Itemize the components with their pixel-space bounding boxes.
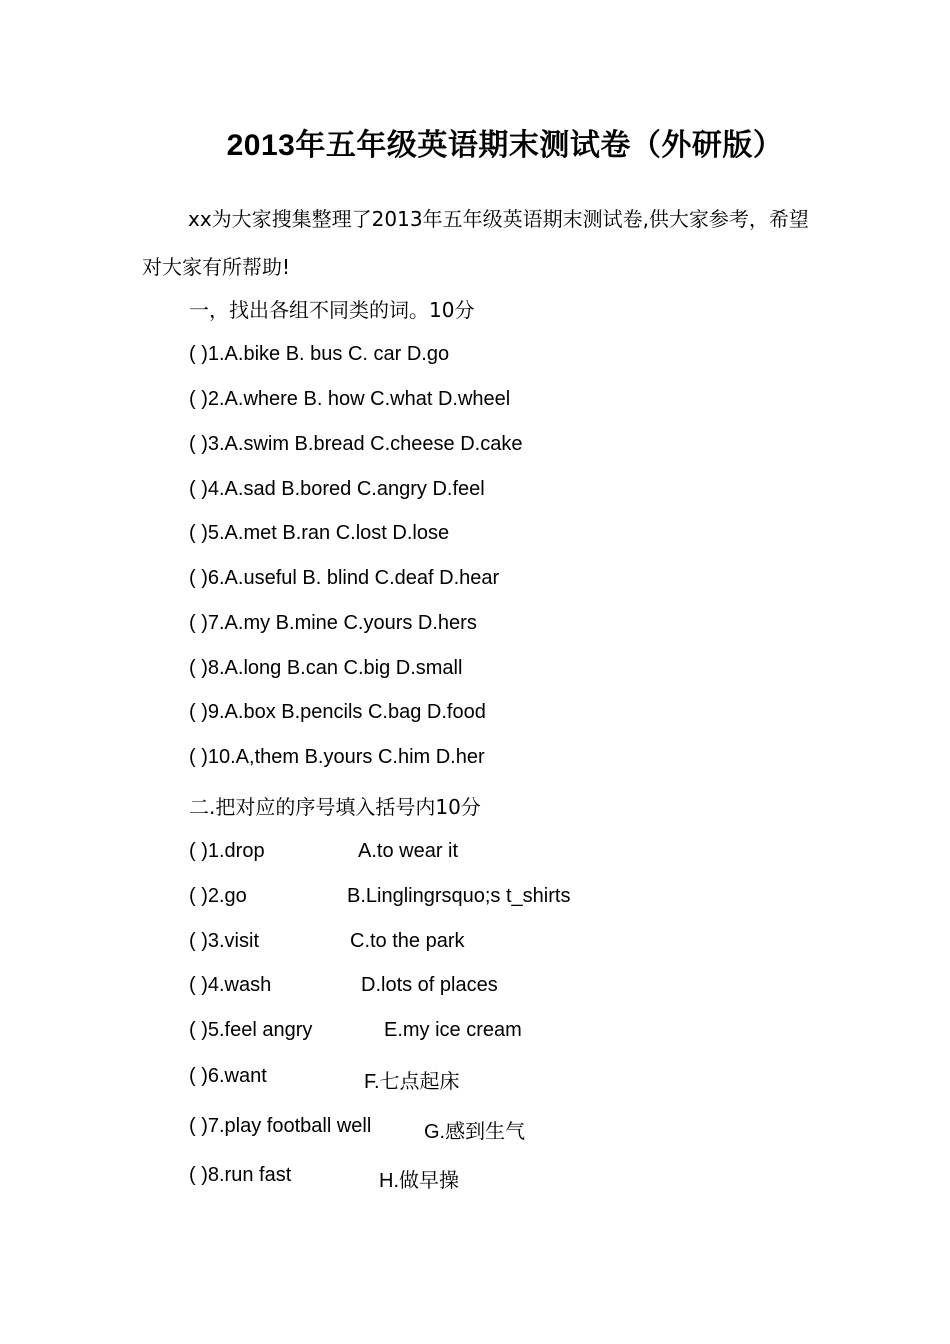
matching-left: ( )7.play football well xyxy=(189,1115,372,1137)
matching-right: G.感到生气 xyxy=(424,1121,526,1143)
question-item: ( )1.A.bike B. bus C. car D.go xyxy=(189,343,450,365)
matching-right: A.to wear it xyxy=(358,840,459,862)
question-item: ( )3.A.swim B.bread C.cheese D.cake xyxy=(189,433,523,455)
matching-right: C.to the park xyxy=(350,930,465,952)
question-item: ( )2.A.where B. how C.what D.wheel xyxy=(189,388,511,410)
matching-row xyxy=(189,930,465,953)
question-item: ( )5.A.met B.ran C.lost D.lose xyxy=(189,522,450,544)
matching-right: E.my ice cream xyxy=(384,1019,522,1041)
matching-left: ( )5.feel angry xyxy=(189,1019,313,1041)
matching-row xyxy=(189,1065,460,1093)
intro-text: xx为大家搜集整理了2013年五年级英语期末测试卷,供大家参考，希望对大家有所帮助! xyxy=(142,207,809,279)
matching-row xyxy=(189,1019,522,1042)
question-item: ( )6.A.useful B. blind C.deaf D.hear xyxy=(189,567,500,589)
section2-heading: 二.把对应的序号填入括号内10分 xyxy=(189,795,481,819)
intro-paragraph xyxy=(142,195,812,291)
question-item: ( )4.A.sad B.bored C.angry D.feel xyxy=(189,478,485,500)
matching-row xyxy=(189,840,459,863)
matching-right: D.lots of places xyxy=(361,974,498,996)
matching-right: H.做早操 xyxy=(379,1170,459,1192)
question-item: ( )10.A,them B.yours C.him D.her xyxy=(189,746,485,768)
matching-left: ( )6.want xyxy=(189,1065,267,1087)
matching-row xyxy=(189,885,571,908)
question-item: ( )8.A.long B.can C.big D.small xyxy=(189,657,463,679)
matching-left: ( )1.drop xyxy=(189,840,265,862)
matching-row xyxy=(189,1115,526,1143)
document-title: 2013年五年级英语期末测试卷（外研版） xyxy=(226,129,784,162)
matching-right: B.Linglingrsquo;s t_shirts xyxy=(347,885,571,907)
matching-left: ( )8.run fast xyxy=(189,1164,292,1186)
matching-row xyxy=(189,1164,459,1192)
question-item: ( )9.A.box B.pencils C.bag D.food xyxy=(189,701,486,723)
matching-right: F.七点起床 xyxy=(364,1071,460,1093)
matching-left: ( )4.wash xyxy=(189,974,272,996)
matching-row xyxy=(189,974,498,997)
section1-heading: 一，找出各组不同类的词。10分 xyxy=(189,298,475,322)
matching-left: ( )3.visit xyxy=(189,930,259,952)
question-item: ( )7.A.my B.mine C.yours D.hers xyxy=(189,612,477,634)
matching-left: ( )2.go xyxy=(189,885,247,907)
